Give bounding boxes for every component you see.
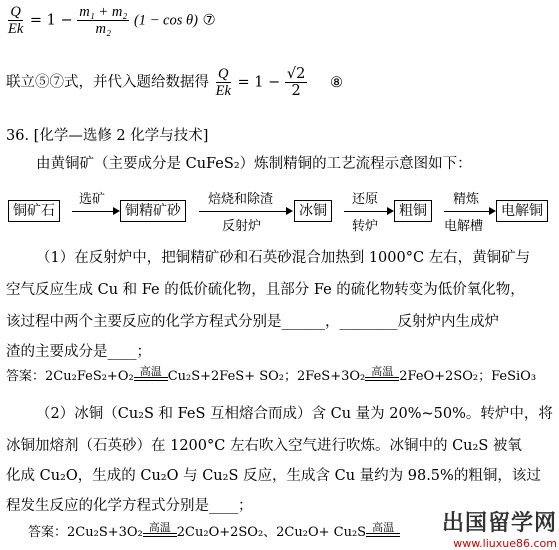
equals-one-minus-2: = 1 − [237,74,281,91]
answer-1 [6,366,536,385]
watermark [442,506,557,550]
question-36-intro: 由黄铜矿（主要成分是 CuFeS₂）炼制精铜的工艺流程示意图如下： [36,156,472,172]
condition-text: 高温 [148,521,171,534]
part1-line2: 空气反应生成 Cu 和 Fe 的低价硫化物，且部分 Fe 的硫化物转变为低价氧化物， [6,282,525,298]
equals-sign [365,377,399,381]
reaction-condition [143,522,177,541]
fraction-denominator: 2 [291,83,301,99]
flow-label-bottom: 反射炉 [222,219,262,234]
equals-sign [134,377,168,381]
reaction-condition [134,366,168,385]
flow-box-electrolytic: 电解铜 [496,200,548,222]
reaction-condition [366,522,400,541]
fraction-numerator: m₁ + m₂ [79,4,128,20]
flow-arrow [72,211,118,212]
condition-text: 高温 [372,521,395,534]
answer-label: 答案： [28,525,68,540]
question-36-title: 36. [化学—选修 2 化学与技术] [6,128,209,144]
fraction-denominator: Ek [8,21,24,37]
condition-text: 高温 [371,365,394,378]
flow-label-bottom: 转炉 [352,219,379,234]
answer-label: 答案： [6,369,46,384]
equals-sign [366,533,400,537]
fraction-denominator: m₂ [95,21,112,37]
part2-line1: （2）冰铜（Cu₂S 和 FeS 互相熔合而成）含 Cu 量为 20%~50%。转炉中，将 [36,406,553,422]
flow-arrow [444,211,494,212]
flow-box-matte: 冰铜 [294,200,332,222]
condition-text: 高温 [139,365,162,378]
fraction-q-ek [6,4,25,37]
flow-box-blister: 粗铜 [394,200,432,222]
flow-label-top: 选矿 [79,192,106,207]
equation-rhs: Cu₂S+2FeS+ SO₂；2FeS+3O₂ [167,369,366,384]
answer-2 [28,522,400,541]
part2-line3: 化成 Cu₂O，生成的 Cu₂O 与 Cu₂S 反应，生成含 Cu 量约为 98.5%的粗铜，该过 [6,468,541,484]
flow-box-concentrate: 铜精矿砂 [120,200,186,222]
fraction-q-ek-2 [214,66,233,99]
cos-term: (1 − cos θ) [133,12,198,29]
reaction-condition [365,366,399,385]
fraction-denominator: Ek [215,83,231,99]
equation-ref-7: ⑦ [202,12,216,29]
watermark-url: www.liuxue86.com [453,537,557,550]
formula-1 [6,4,216,37]
flow-arrow [199,211,291,212]
flow-label-top: 精炼 [453,192,480,207]
equation-rhs: 2Cu₂O+2SO₂、2Cu₂O+ Cu₂S [176,525,367,540]
equation-lhs: 2Cu₂FeS₂+O₂ [45,369,134,384]
equation-ref-8: ⑧ [329,74,343,91]
flow-label-top: 还原 [352,192,379,207]
flow-label-bottom: 电解槽 [444,219,484,234]
equals-one-minus: = 1 − [29,12,73,29]
fraction-numerator: Q [10,4,21,20]
flow-label-top: 焙烧和除渣 [208,192,274,207]
equation-lhs: 2Cu₂S+3O₂ [67,525,143,540]
part1-line4: 渣的主要成分是____； [6,344,151,360]
fraction-root2-over-2 [285,66,307,99]
formula-2-line [6,66,343,99]
fraction-mass-ratio [77,4,129,37]
watermark-title: 出国留学网 [441,511,557,536]
fraction-numerator: √2 [286,66,306,82]
fraction-numerator: Q [218,66,229,82]
part2-line4: 程发生反应的化学方程式分别是____； [6,498,253,514]
equals-sign [143,533,177,537]
equation-rhs: 2FeO+2SO₂；FeSiO₃ [399,369,537,384]
flow-box-ore: 铜矿石 [8,200,60,222]
part1-line1: （1）在反射炉中，把铜精矿砂和石英砂混合加热到 1000°C 左右，黄铜矿与 [36,250,531,266]
line2-prefix: 联立⑤⑦式，并代入题给数据得 [6,74,209,91]
part1-line3: 该过程中两个主要反应的化学方程式分别是______，________反射炉内生成炉 [6,314,499,330]
flow-arrow [344,211,392,212]
part2-line2: 冰铜加熔剂（石英砂）在 1200°C 左右吹入空气进行吹炼。冰铜中的 Cu₂S 被氧 [6,438,522,454]
process-flow-diagram [4,186,556,232]
